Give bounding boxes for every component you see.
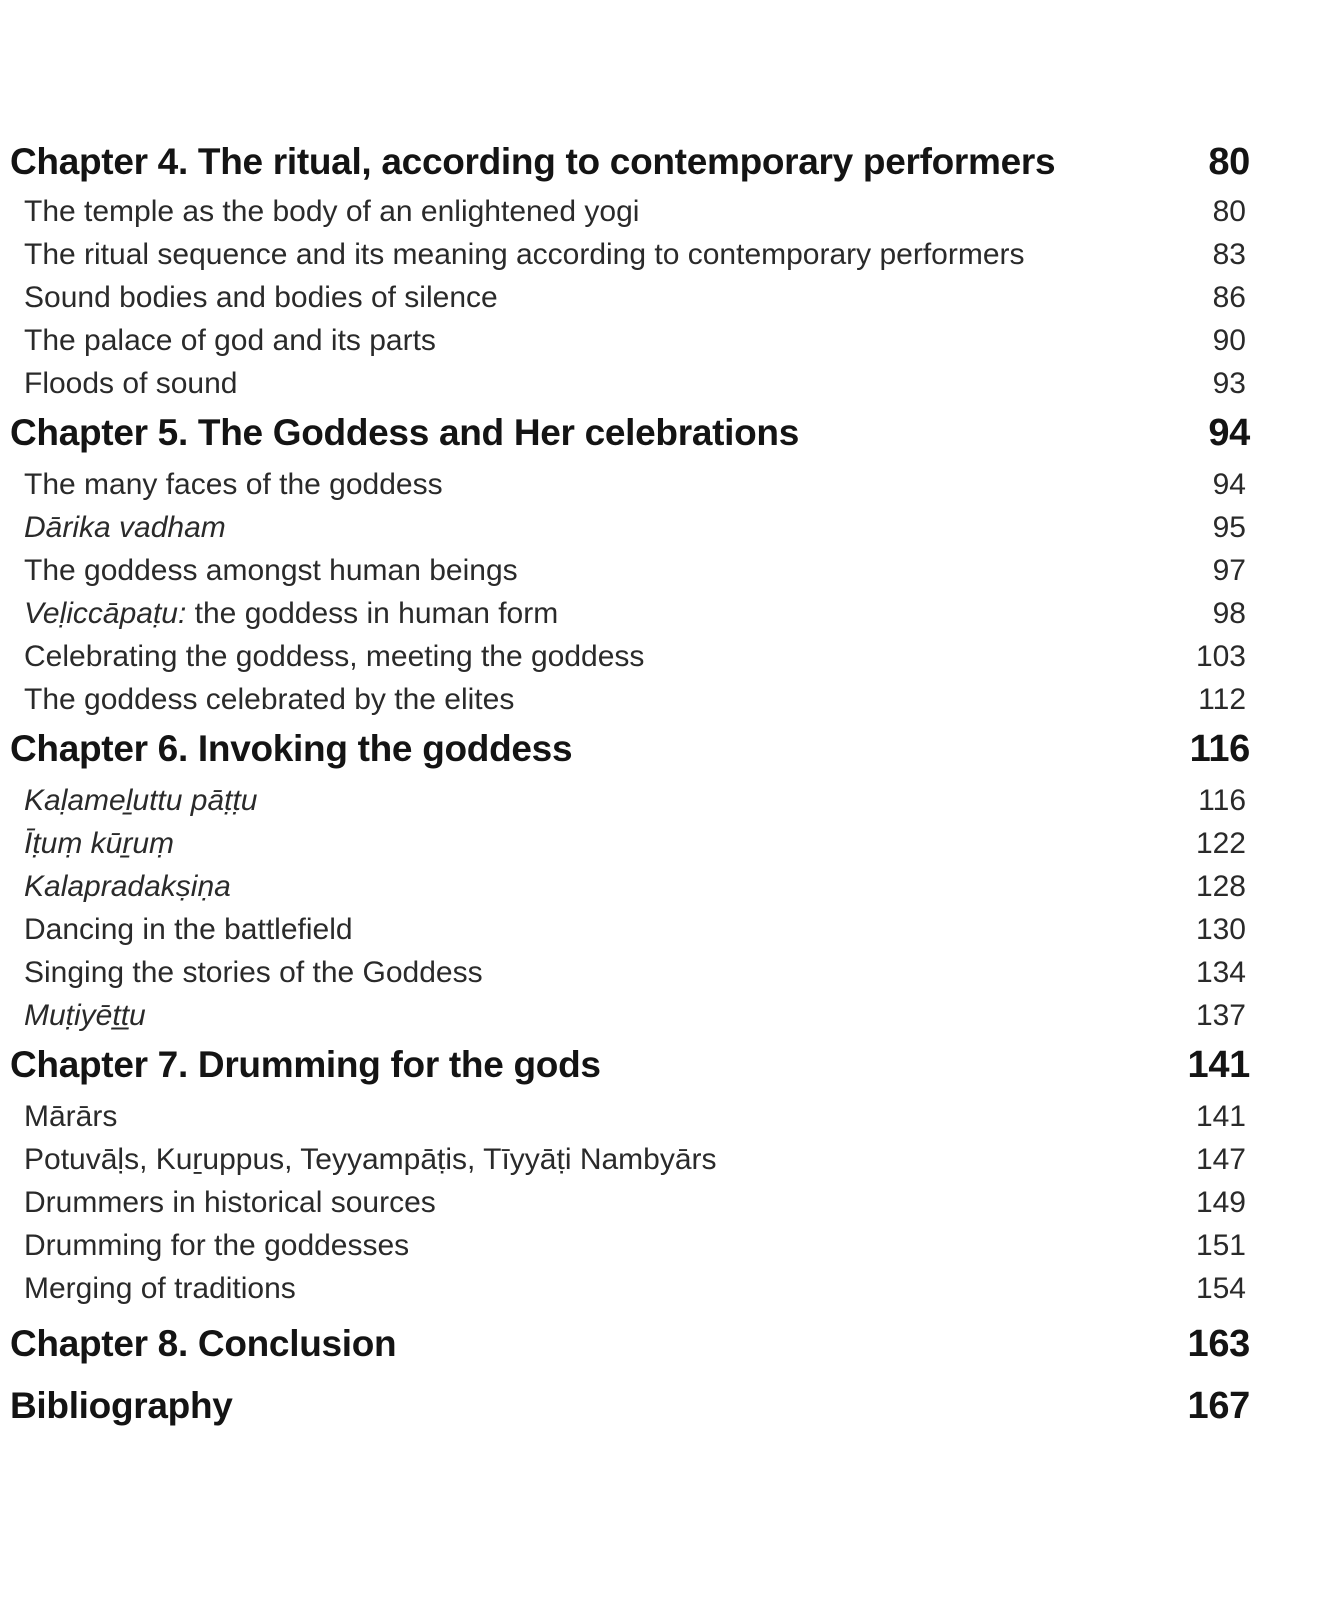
toc-section[interactable] bbox=[0, 592, 1328, 635]
chapter-title: Chapter 6. Invoking the goddess bbox=[10, 728, 573, 769]
section-title bbox=[24, 592, 558, 635]
toc-section[interactable] bbox=[0, 779, 1328, 822]
section-page-number: 90 bbox=[1212, 324, 1246, 357]
toc-section[interactable] bbox=[0, 1267, 1328, 1310]
section-page-number: 94 bbox=[1212, 468, 1246, 501]
toc-section[interactable] bbox=[0, 822, 1328, 865]
chapter-page-number: 80 bbox=[1208, 141, 1250, 183]
section-page-number: 149 bbox=[1195, 1186, 1246, 1219]
chapter-page-number: 141 bbox=[1187, 1044, 1250, 1086]
toc-section[interactable] bbox=[0, 1181, 1328, 1224]
section-title: Īṭuṃ kūṟuṃ bbox=[24, 827, 175, 860]
toc-section[interactable] bbox=[0, 865, 1328, 908]
toc-section[interactable] bbox=[0, 908, 1328, 951]
section-title: The palace of god and its parts bbox=[24, 324, 436, 357]
bibliography-page-number: 167 bbox=[1187, 1385, 1250, 1427]
toc-chapter-6[interactable] bbox=[0, 721, 1328, 777]
section-title: Sound bodies and bodies of silence bbox=[24, 281, 498, 314]
section-page-number: 93 bbox=[1212, 367, 1246, 400]
toc-chapter-5[interactable] bbox=[0, 405, 1328, 461]
section-page-number: 98 bbox=[1212, 597, 1246, 630]
section-title: Dārika vadham bbox=[24, 511, 226, 544]
section-page-number: 95 bbox=[1212, 511, 1246, 544]
section-page-number: 83 bbox=[1212, 238, 1246, 271]
chapter-title: Chapter 4. The ritual, according to contemporary performers bbox=[10, 141, 1056, 182]
toc-chapter-8[interactable] bbox=[0, 1316, 1328, 1372]
section-title: Dancing in the battlefield bbox=[24, 913, 353, 946]
section-title: Merging of traditions bbox=[24, 1272, 296, 1305]
section-title: Mārārs bbox=[24, 1100, 118, 1133]
toc-section[interactable] bbox=[0, 951, 1328, 994]
section-title: The ritual sequence and its meaning according to contemporary performers bbox=[24, 238, 1025, 271]
section-page-number: 112 bbox=[1198, 683, 1246, 716]
section-page-number: 86 bbox=[1212, 281, 1246, 314]
chapter-title: Chapter 8. Conclusion bbox=[10, 1323, 397, 1364]
chapter-title: Chapter 7. Drumming for the gods bbox=[10, 1044, 601, 1085]
toc-section[interactable] bbox=[0, 362, 1328, 405]
toc-section[interactable] bbox=[0, 190, 1328, 233]
section-page-number: 151 bbox=[1195, 1229, 1246, 1262]
toc-section[interactable] bbox=[0, 1095, 1328, 1138]
toc-section[interactable] bbox=[0, 635, 1328, 678]
section-title: Muṭiyēṯṯu bbox=[24, 999, 146, 1032]
section-title-rest: the goddess in human form bbox=[186, 597, 559, 630]
bibliography-title: Bibliography bbox=[10, 1385, 233, 1426]
chapter-page-number: 94 bbox=[1208, 412, 1250, 454]
section-page-number: 128 bbox=[1195, 870, 1246, 903]
section-title: Kaḷameḻuttu pāṭṭu bbox=[24, 784, 258, 817]
section-title: Kalapradakṣiṇa bbox=[24, 870, 231, 903]
toc-section[interactable] bbox=[0, 276, 1328, 319]
section-page-number: 80 bbox=[1212, 195, 1246, 228]
toc-section[interactable] bbox=[0, 994, 1328, 1037]
toc-chapter-4[interactable] bbox=[0, 134, 1328, 190]
section-title: Singing the stories of the Goddess bbox=[24, 956, 483, 989]
toc-bibliography[interactable] bbox=[0, 1378, 1328, 1434]
chapter-title: Chapter 5. The Goddess and Her celebrations bbox=[10, 412, 799, 453]
section-page-number: 116 bbox=[1198, 784, 1246, 817]
section-title: Potuvāḷs, Kuṟuppus, Teyyampāṭis, Tīyyāṭi Nambyārs bbox=[24, 1143, 717, 1176]
chapter-page-number: 163 bbox=[1187, 1323, 1250, 1365]
section-title: Drumming for the goddesses bbox=[24, 1229, 410, 1262]
toc-section[interactable] bbox=[0, 678, 1328, 721]
section-title: The goddess amongst human beings bbox=[24, 554, 518, 587]
toc-list bbox=[0, 134, 1328, 1434]
toc-section[interactable] bbox=[0, 1224, 1328, 1267]
section-page-number: 147 bbox=[1195, 1143, 1246, 1176]
section-page-number: 134 bbox=[1195, 956, 1246, 989]
section-title: Floods of sound bbox=[24, 367, 238, 400]
toc-chapter-7[interactable] bbox=[0, 1037, 1328, 1093]
section-title: The many faces of the goddess bbox=[24, 468, 443, 501]
toc-section[interactable] bbox=[0, 506, 1328, 549]
section-page-number: 141 bbox=[1195, 1100, 1246, 1133]
toc-section[interactable] bbox=[0, 319, 1328, 362]
chapter-page-number: 116 bbox=[1189, 728, 1250, 770]
toc-section[interactable] bbox=[0, 549, 1328, 592]
section-title-italic: Veḷiccāpaṭu: bbox=[24, 597, 187, 630]
section-page-number: 103 bbox=[1195, 640, 1246, 673]
section-page-number: 154 bbox=[1195, 1272, 1246, 1305]
section-title: The temple as the body of an enlightened yogi bbox=[24, 195, 640, 228]
section-page-number: 130 bbox=[1195, 913, 1246, 946]
toc-section[interactable] bbox=[0, 1138, 1328, 1181]
section-title: Celebrating the goddess, meeting the goddess bbox=[24, 640, 645, 673]
toc-section[interactable] bbox=[0, 233, 1328, 276]
section-title: The goddess celebrated by the elites bbox=[24, 683, 515, 716]
toc-section[interactable] bbox=[0, 463, 1328, 506]
section-page-number: 137 bbox=[1195, 999, 1246, 1032]
section-page-number: 122 bbox=[1195, 827, 1246, 860]
section-page-number: 97 bbox=[1212, 554, 1246, 587]
section-title: Drummers in historical sources bbox=[24, 1186, 436, 1219]
